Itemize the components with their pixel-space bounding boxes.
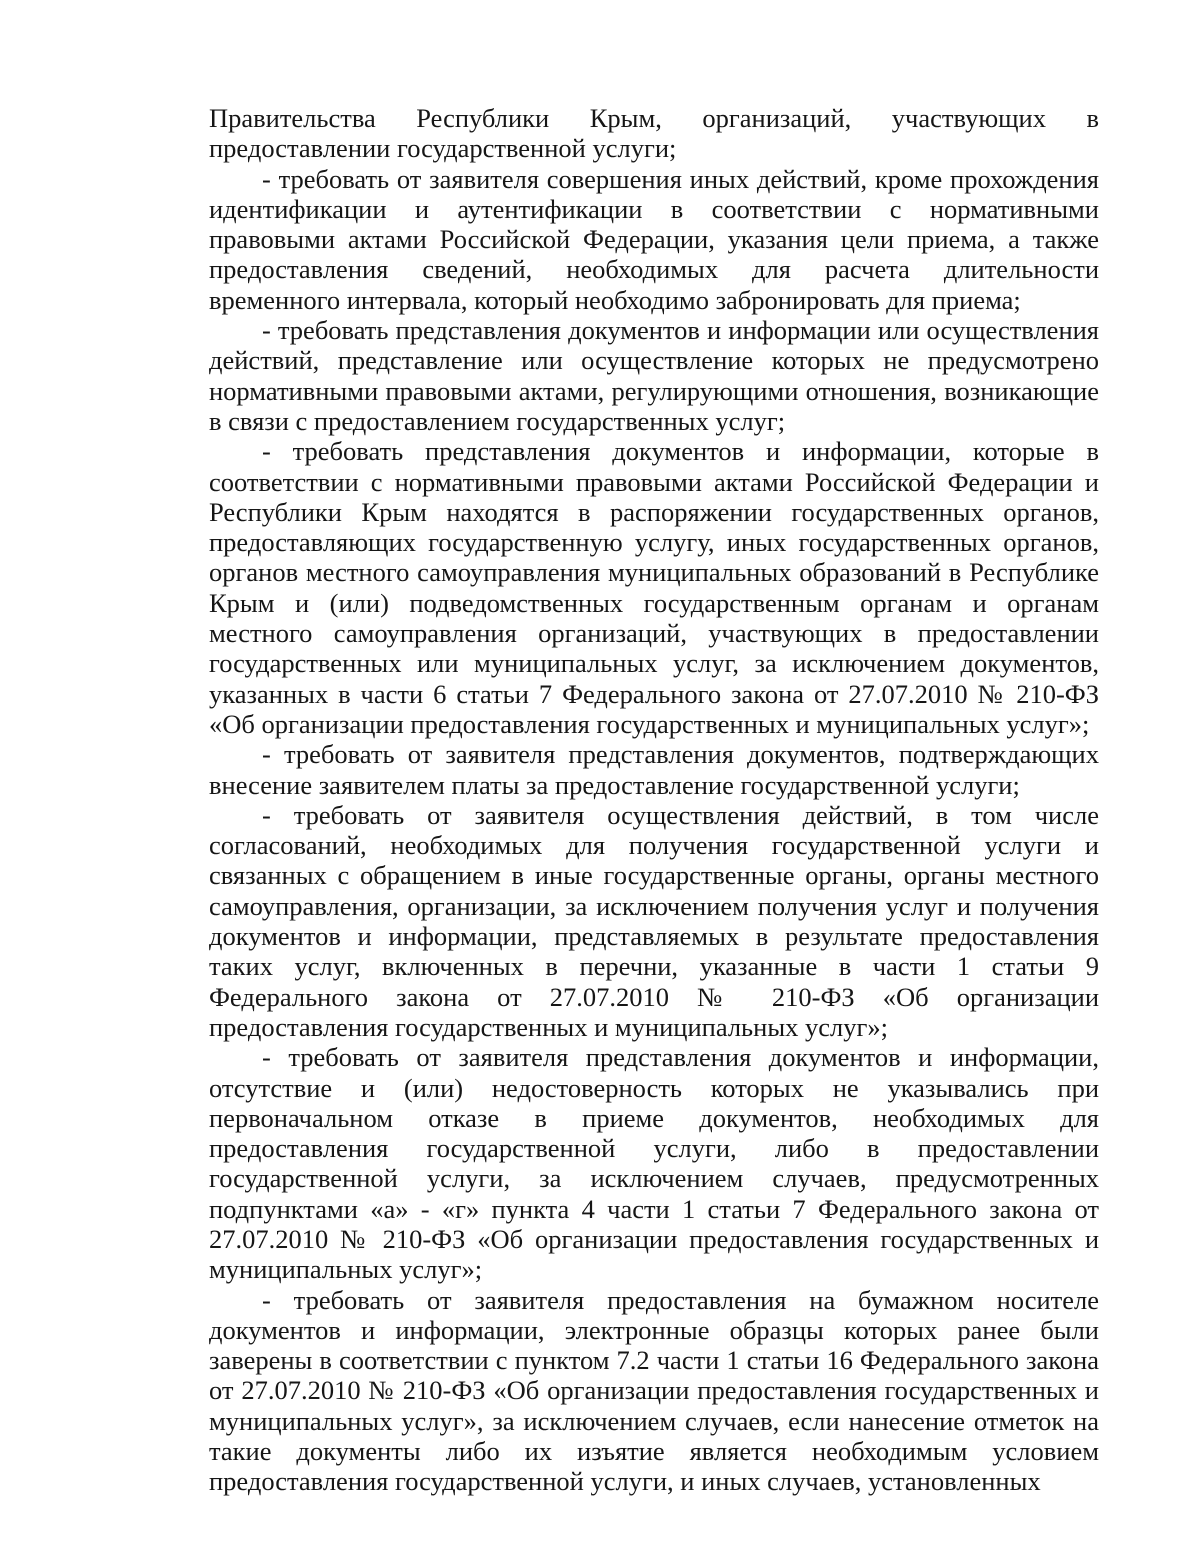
paragraph-item-approvals: - требовать от заявителя осуществления действий, в том числе согласований, необходимых для получения государственной услуги и связанных с обращением в иные государственные органы, органы местного самоуправления, организации, за исключением получения услуг и получения документов и информации, представляемых в результате предоставления таких услуг, включенных в перечни, указанные в части 1 статьи 9 Федерального закона от 27.07.2010 № 210-ФЗ «Об организации предоставления государственных и муниципальных услуг»; [209,799,1099,1042]
paragraph-continuation: Правительства Республики Крым, организаций, участвующих в предоставлении государственной услуги; [209,103,1099,164]
paragraph-item-documents-in-possession: - требовать представления документов и информации, которые в соответствии с нормативными правовыми актами Российской Федерации и Республики Крым находятся в распоряжении государственных органов, предоставляющих государственную услугу, иных государственных органов, органов местного самоуправления муниципальных образований в Республике Крым и (или) подведомственных государственным органам и органам местного самоуправления организаций, участвующих в предоставлении государственных или муниципальных услуг, за исключением документов, указанных в части 6 статьи 7 Федерального закона от 27.07.2010 № 210-ФЗ «Об организации предоставления государственных и муниципальных услуг»; [209,436,1099,739]
paragraph-item-initial-refusal: - требовать от заявителя представления документов и информации, отсутствие и (или) недостоверность которых не указывались при первоначальном отказе в приеме документов, необходимых для предоставления государственной услуги, либо в предоставлении государственной услуги, за исключением случаев, предусмотренных подпунктами «а» - «г» пункта 4 части 1 статьи 7 Федерального закона от 27.07.2010 № 210-ФЗ «Об организации предоставления государственных и муниципальных услуг»; [209,1042,1099,1285]
paragraph-item-payment-proof: - требовать от заявителя представления документов, подтверждающих внесение заявителем платы за предоставление государственной услуги; [209,739,1099,800]
document-body [209,103,1099,1497]
paragraph-item-paper-documents: - требовать от заявителя предоставления на бумажном носителе документов и информации, электронные образцы которых ранее были заверены в соответствии с пунктом 7.2 части 1 статьи 16 Федерального закона от 27.07.2010 № 210-ФЗ «Об организации предоставления государственных и муниципальных услуг», за исключением случаев, если нанесение отметок на такие документы либо их изъятие является необходимым условием предоставления государственной услуги, и иных случаев, установленных [209,1284,1099,1497]
paragraph-item-unprovided-actions: - требовать представления документов и информации или осуществления действий, представление или осуществление которых не предусмотрено нормативными правовыми актами, регулирующими отношения, возникающие в связи с предоставлением государственных услуг; [209,315,1099,436]
paragraph-item-identification: - требовать от заявителя совершения иных действий, кроме прохождения идентификации и аутентификации в соответствии с нормативными правовыми актами Российской Федерации, указания цели приема, а также предоставления сведений, необходимых для расчета длительности временного интервала, который необходимо забронировать для приема; [209,163,1099,315]
